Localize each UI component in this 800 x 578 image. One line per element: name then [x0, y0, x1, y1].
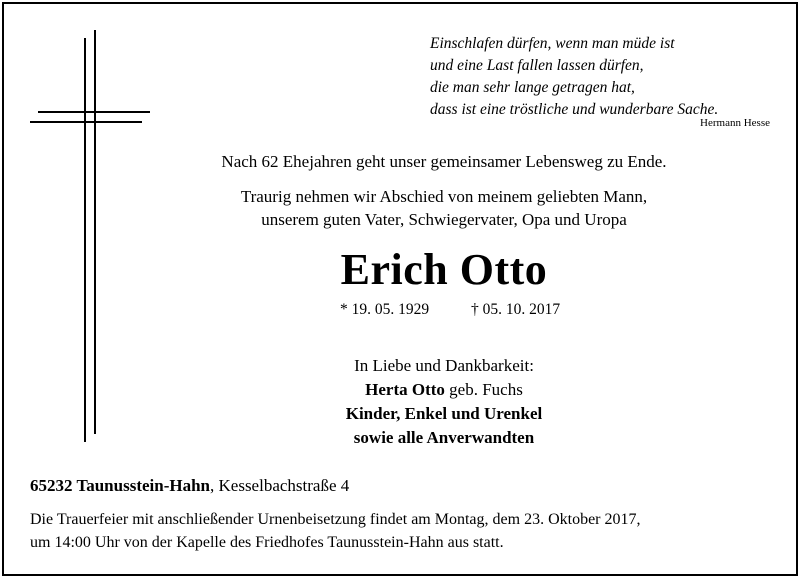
- ceremony-line: um 14:00 Uhr von der Kapelle des Friedhofes Taunusstein-Hahn aus statt.: [30, 534, 504, 551]
- quote-author: Hermann Hesse: [700, 117, 770, 129]
- widow-name: Herta Otto: [365, 380, 445, 399]
- ceremony-info: [30, 508, 790, 554]
- farewell-line: Traurig nehmen wir Abschied von meinem geliebten Mann,: [240, 187, 648, 206]
- ceremony-line: Die Trauerfeier mit anschließender Urnenbeisetzung findet am Montag, dem 23. Oktober 2017,: [30, 511, 641, 528]
- farewell-line: unserem guten Vater, Schwiegervater, Opa und Uropa: [261, 210, 627, 229]
- signoff-greeting: In Liebe und Dankbarkeit:: [354, 356, 534, 375]
- quote-line: Einschlafen dürfen, wenn man müde ist: [430, 35, 675, 52]
- signoff-block: [170, 354, 718, 450]
- farewell-text: [170, 185, 718, 231]
- quote-line: die man sehr lange getragen hat,: [430, 79, 635, 96]
- widow-maiden-name: geb. Fuchs: [444, 380, 523, 399]
- deceased-name: Erich Otto: [340, 245, 548, 294]
- death-date: † 05. 10. 2017: [471, 301, 561, 318]
- address-street: , Kesselbachstraße 4: [210, 476, 350, 495]
- signoff-family: Kinder, Enkel und Urenkel: [345, 404, 543, 423]
- signoff-relatives: sowie alle Anverwandten: [353, 428, 535, 447]
- poem-quote: [430, 33, 718, 121]
- quote-line: dass ist eine tröstliche und wunderbare Sache.: [430, 101, 719, 118]
- signoff-widow: [170, 378, 718, 402]
- quote-line: und eine Last fallen lassen dürfen,: [430, 57, 644, 74]
- intro-text: Nach 62 Ehejahren geht unser gemeinsamer Lebensweg zu Ende.: [221, 152, 667, 171]
- birth-date: * 19. 05. 1929: [340, 301, 430, 318]
- address-place: 65232 Taunusstein-Hahn: [30, 476, 210, 495]
- address: [30, 476, 349, 496]
